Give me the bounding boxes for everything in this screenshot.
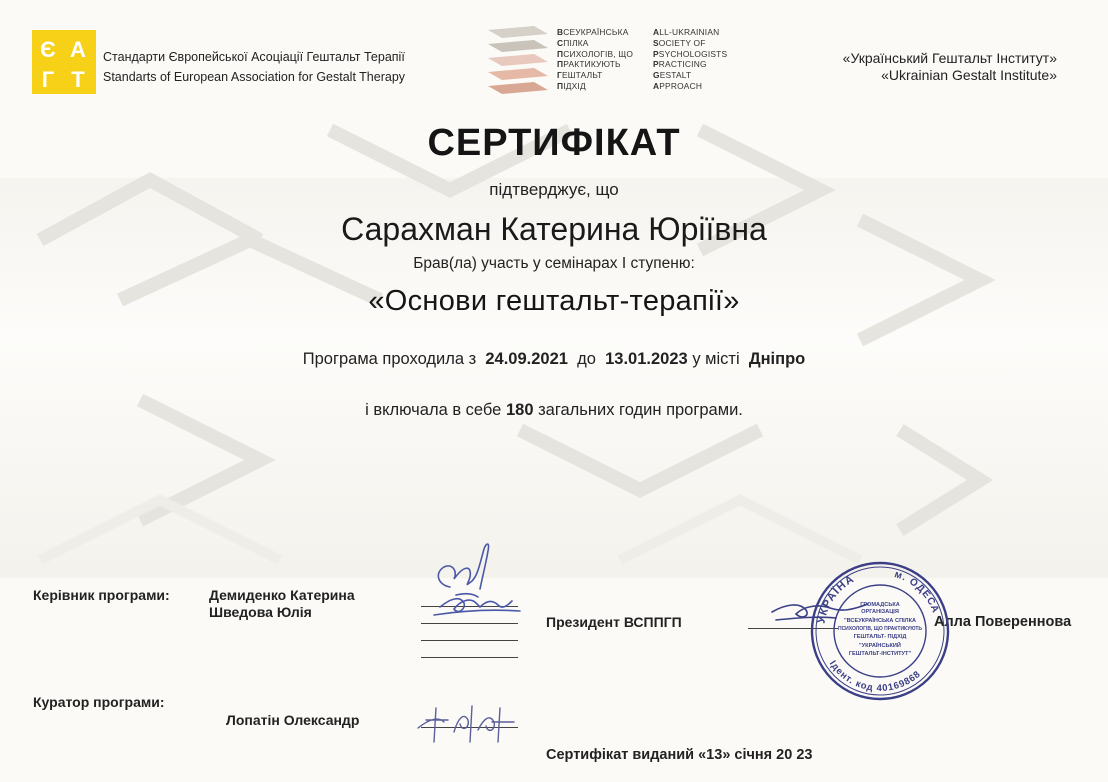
curator-name: Лопатін Олександр	[226, 712, 360, 728]
president-name: Алла Повереннова	[934, 614, 1072, 630]
vsppgp-ua-line: ГЕШТАЛЬТ	[557, 70, 603, 81]
issued-suffix: » січня 20 23	[722, 747, 813, 763]
eagt-logo-glyph-3: Г	[41, 67, 55, 92]
city-prefix: у місті	[692, 350, 740, 368]
curator-label: Куратор програми:	[33, 694, 165, 710]
vsppgp-ua-line: ВСЕУКРАЇНСЬКА	[557, 27, 629, 37]
vsppgp-text-en	[653, 27, 727, 92]
hours-prefix: і включала в себе	[365, 401, 502, 419]
hours-suffix: загальних годин програми.	[538, 401, 743, 419]
eagt-caption-en: Standarts of European Association for Gestalt Therapy	[103, 70, 406, 84]
stamp-inner-line: ОРГАНІЗАЦІЯ	[861, 609, 899, 615]
signature-line	[421, 657, 518, 658]
head-label: Керівник програми:	[33, 587, 170, 603]
vsppgp-en-line: APPROACH	[653, 80, 703, 91]
vsppgp-text-ua	[557, 27, 633, 92]
program-dates-line	[0, 350, 1108, 369]
certificate-title: СЕРТИФІКАТ	[427, 122, 681, 164]
city: Дніпро	[748, 350, 806, 368]
date-from: 24.09.2021	[485, 350, 568, 368]
date-to: 13.01.2023	[605, 350, 688, 368]
issued-prefix: Сертифікат виданий «	[546, 747, 707, 763]
date-between: до	[577, 350, 596, 368]
stamp-inner-line: ГЕШТАЛЬТ-ІНСТИТУТ"	[848, 651, 912, 657]
stamp-outer-top: УКРАЇНА	[815, 572, 857, 625]
issued-day: 13	[706, 747, 723, 763]
eagt-logo	[32, 30, 96, 94]
eagt-logo-glyph-4: Т	[71, 67, 85, 92]
person-name: Сарахман Катерина Юріївна	[341, 211, 767, 247]
ugi-caption	[843, 50, 1057, 84]
participation-text: Брав(ла) участь у семінарах І ступеню:	[413, 255, 695, 272]
president-label: Президент ВСППГП	[546, 614, 682, 630]
stamp-outer-bottom: Ідент. код 40169868	[826, 658, 924, 695]
vsppgp-en-line: SOCIETY OF	[653, 37, 706, 48]
course-name: «Основи гештальт-терапії»	[368, 285, 740, 317]
eagt-logo-glyph-1: Є	[40, 37, 56, 62]
vsppgp-ua-line: ПІДХІД	[557, 80, 586, 91]
head-signature-image	[420, 535, 530, 635]
vsppgp-ua-line: СПІЛКА	[557, 37, 589, 48]
eagt-caption-ua: Стандарти Європейської Асоціації Гештальт Терапії	[103, 50, 405, 64]
eagt-caption	[103, 47, 405, 87]
vsppgp-en-line: ALL-UKRAINIAN	[653, 27, 720, 37]
eagt-logo-glyph-2: А	[70, 37, 86, 62]
issued-line	[546, 747, 812, 763]
ugi-caption-ua: «Український Гештальт Інститут»	[842, 50, 1057, 66]
vsppgp-ua-line: ПСИХОЛОГІВ, ЩО	[557, 48, 634, 59]
stamp-inner-line: ГРОМАДСЬКА	[860, 602, 900, 608]
vsppgp-logo-icon	[486, 26, 550, 96]
vsppgp-en-line: PSYCHOLOGISTS	[653, 48, 728, 59]
stamp-outer-right: м. ОДЕСА	[892, 569, 941, 616]
confirms-text: підтверджує, що	[489, 180, 619, 199]
signature-line	[421, 640, 518, 641]
stamp-inner-line: ГЕШТАЛЬТ- ПІДХІД	[853, 634, 907, 640]
head-name-2: Шведова Юлія	[209, 604, 312, 620]
vsppgp-en-line: PRACTICING	[653, 59, 707, 70]
ugi-caption-en: «Ukrainian Gestalt Institute»	[881, 67, 1057, 83]
hours-line	[0, 401, 1108, 420]
program-prefix: Програма проходила з	[302, 350, 477, 368]
stamp-inner-line: ПСИХОЛОГІВ, ЩО ПРАКТИКУЮТЬ	[837, 626, 923, 632]
stamp-inner-line: "ВСЕУКРАЇНСЬКА СПІЛКА	[843, 618, 917, 624]
curator-signature-image	[414, 698, 524, 748]
hours-count: 180	[505, 401, 534, 419]
vsppgp-ua-line: ПРАКТИКУЮТЬ	[557, 59, 621, 70]
stamp-inner-line: "УКРАЇНСЬКИЙ	[859, 643, 901, 649]
svg-text:м. ОДЕСА	[893, 569, 941, 615]
head-name-1: Демиденко Катерина	[209, 587, 355, 603]
vsppgp-en-line: GESTALT	[653, 70, 692, 81]
organization-stamp-image	[806, 560, 954, 702]
